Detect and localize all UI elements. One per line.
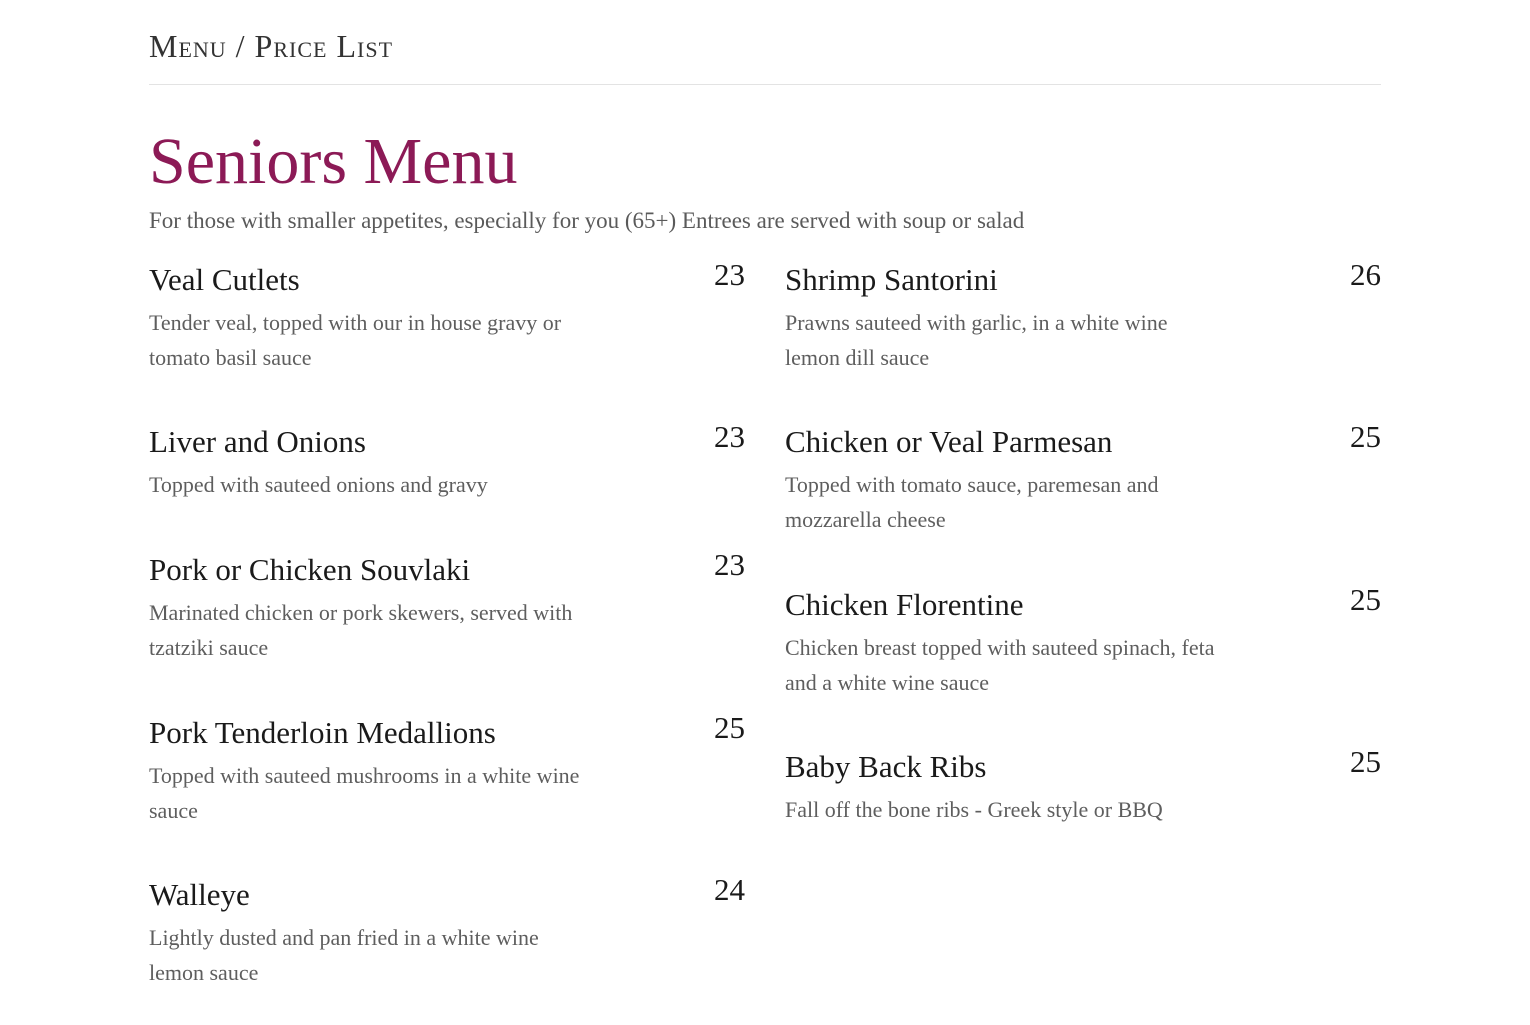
menu-item-description: Lightly dusted and pan fried in a white wine lemon sauce: [149, 925, 539, 985]
menu-item-name: Chicken or Veal Parmesan: [785, 424, 1113, 459]
menu-item-name: Liver and Onions: [149, 424, 366, 459]
menu-item-price: 26: [1350, 257, 1381, 292]
menu-title: Seniors Menu: [149, 125, 518, 198]
menu-item-price: 23: [714, 419, 745, 454]
menu-item-name: Shrimp Santorini: [785, 262, 998, 297]
menu-item-name: Pork or Chicken Souvlaki: [149, 552, 471, 587]
menu-item-name: Baby Back Ribs: [785, 749, 987, 784]
menu-item-name: Pork Tenderloin Medallions: [149, 715, 496, 750]
menu-item-price: 25: [1350, 419, 1381, 454]
menu-item-price: 24: [714, 872, 745, 907]
menu-item-description: Prawns sauteed with garlic, in a white wine lemon dill sauce: [785, 310, 1168, 370]
menu-item-price: 25: [1350, 744, 1381, 779]
menu-item-description: Chicken breast topped with sauteed spinach, feta and a white wine sauce: [785, 635, 1215, 695]
menu-item-price: 25: [1350, 582, 1381, 617]
menu-item-price: 23: [714, 257, 745, 292]
menu-item-description: Tender veal, topped with our in house gravy or tomato basil sauce: [149, 310, 562, 370]
menu-subtitle: For those with smaller appetites, especially for you (65+) Entrees are served with soup or salad: [149, 208, 1025, 233]
menu-item-description: Fall off the bone ribs - Greek style or BBQ: [785, 797, 1163, 822]
menu-item-description: Topped with sauteed onions and gravy: [149, 472, 488, 497]
menu-item-price: 25: [714, 710, 745, 745]
menu-item-description: Marinated chicken or pork skewers, served with tzatziki sauce: [149, 600, 573, 660]
menu-item-description: Topped with tomato sauce, paremesan and mozzarella cheese: [785, 472, 1159, 532]
menu-item-name: Chicken Florentine: [785, 587, 1024, 622]
menu-item-name: Veal Cutlets: [149, 262, 300, 297]
menu-item-price: 23: [714, 547, 745, 582]
breadcrumb[interactable]: Menu / Price List: [149, 28, 394, 64]
menu-item-name: Walleye: [149, 877, 250, 912]
header-divider: [149, 84, 1381, 85]
menu-item-description: Topped with sauteed mushrooms in a white wine sauce: [149, 763, 580, 823]
